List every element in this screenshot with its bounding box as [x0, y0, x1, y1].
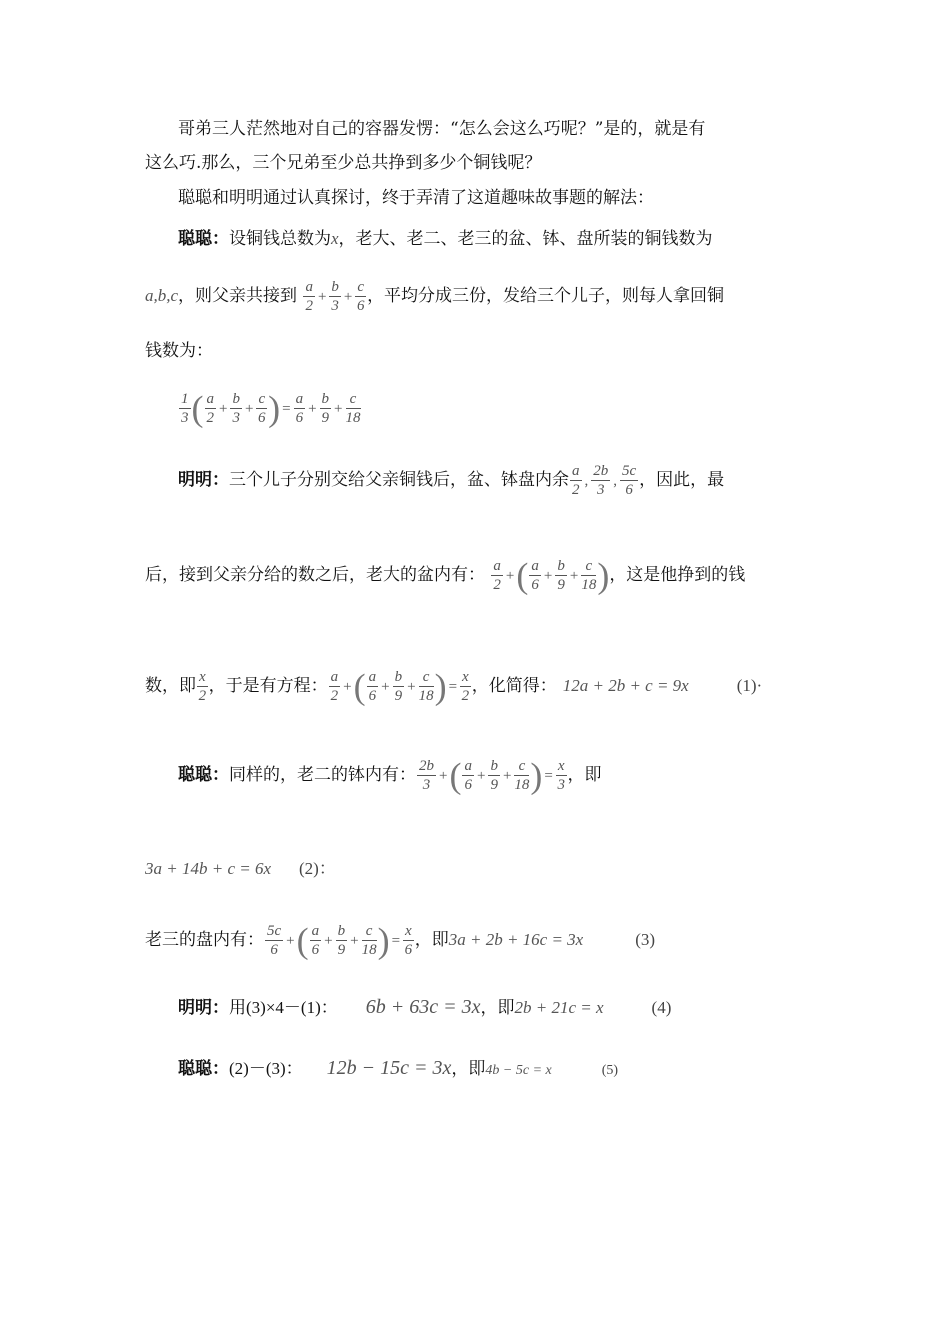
- text: 数，即: [145, 676, 196, 696]
- text: ，这是他挣到的钱: [609, 565, 746, 585]
- text: ，老大、老二、老三的盆、钵、盘所装的铜钱数为: [338, 229, 713, 249]
- equation-number: (4): [651, 998, 672, 1017]
- text: ，则父亲共接到: [178, 286, 298, 306]
- equation-4a: 6b + 63c = 3x: [365, 996, 481, 1018]
- formula-line: $\frac{1}{3}$ ( $\frac{a}{2}$ + $\frac{b}{3}$ + $\frac{c}{6}$ ) = $\frac{a}{6}$ + $\frac{b}{9}$ + $\frac{c}{18}$: [181, 388, 361, 429]
- paragraph-line: 数，即 $\frac{x}{2}$ ，于是有方程： $\frac{a}{2}$ +( $\frac{a}{6}$ + $\frac{b}{9}$ + $\frac{c}{18}$ ) = $\frac{x}{2}$ ，化简得： 12a + 2b + c = 9x (1)·: [145, 666, 763, 707]
- equation-1: 12a + 2b + c = 9x: [562, 676, 689, 695]
- equation-2: 3a + 14b + c = 6x: [145, 859, 272, 878]
- paragraph-line: 后，接到父亲分给的数之后，老大的盆内有： $\frac{a}{2}$ +( $\frac{a}{6}$ + $\frac{b}{9}$ + $\frac{c}{18}$ )，这是他挣到的钱: [145, 555, 746, 596]
- equation-number: (3): [635, 930, 656, 949]
- text: 同样的，老二的钵内有：: [229, 765, 416, 785]
- text: ，平均分成三份，发给三个儿子，则每人拿回铜: [367, 286, 725, 306]
- speaker-label: 明明：: [178, 470, 229, 490]
- text: 后，接到父亲分给的数之后，老大的盆内有：: [145, 565, 485, 585]
- fraction: $\frac{c}{6}$: [356, 279, 365, 314]
- equation-5a: 12b − 15c = 3x: [326, 1057, 452, 1079]
- text: 这么巧.那么，三个兄弟至少总共挣到多少个铜钱呢？: [145, 153, 542, 173]
- equation-number: (2)：: [299, 859, 336, 878]
- math-vars: a,b,c: [145, 286, 179, 305]
- text: ，于是有方程：: [208, 676, 328, 696]
- text: 聪聪和明明通过认真探讨，终于弄清了这道趣味故事题的解法：: [178, 188, 654, 208]
- text: ，因此，最: [639, 470, 725, 490]
- speaker-label: 聪聪：: [178, 765, 229, 785]
- paragraph-line: 老三的盘内有： $\frac{5c}{6}$ +( $\frac{a}{6}$ + $\frac{b}{9}$ + $\frac{c}{18}$ ) = $\frac{x}{6}$ ，即3a + 2b + 16c = 3x (3): [145, 920, 656, 961]
- paragraph-line: [178, 1057, 618, 1082]
- paragraph-line: 明明：三个儿子分别交给父亲铜钱后，盆、钵盘内余 $\frac{a}{2}$ , $\frac{2b}{3}$ , $\frac{5c}{6}$ ，因此，最: [178, 463, 725, 498]
- text: ，即: [567, 765, 602, 785]
- text: 三个儿子分别交给父亲铜钱后，盆、钵盘内余: [229, 470, 569, 490]
- fraction: $\frac{a}{2}$: [305, 279, 313, 314]
- paragraph-line: [178, 118, 705, 140]
- text: 钱数为：: [145, 341, 213, 361]
- paragraph-line: [178, 996, 671, 1019]
- paragraph-line: [178, 228, 713, 250]
- fraction: $\frac{b}{3}$: [331, 279, 339, 314]
- equation-3: 3a + 2b + 16c = 3x: [448, 930, 584, 949]
- equation-4: 2b + 21c = x: [514, 998, 604, 1017]
- text: ，即: [414, 930, 449, 950]
- paragraph-line: [145, 340, 213, 362]
- text: ，即: [480, 998, 515, 1018]
- paragraph-line: [145, 152, 541, 174]
- equation-5: 4b − 5c = x: [485, 1063, 552, 1078]
- speaker-label: 明明：: [178, 998, 229, 1018]
- math-var: x: [331, 229, 339, 248]
- paragraph-line: [145, 858, 336, 880]
- text: ，即: [451, 1059, 486, 1079]
- equation-number: (5): [601, 1063, 619, 1078]
- speaker-label: 聪聪：: [178, 229, 229, 249]
- text: 老三的盘内有：: [145, 930, 264, 950]
- paragraph-line: 聪聪：同样的，老二的钵内有： $\frac{2b}{3}$ +( $\frac{a}{6}$ + $\frac{b}{9}$ + $\frac{c}{18}$ ) = $\frac{x}{3}$ ，即: [178, 755, 602, 796]
- text: 设铜钱总数为: [229, 229, 331, 249]
- text: ，化简得：: [471, 676, 557, 696]
- speaker-label: 聪聪：: [178, 1059, 229, 1079]
- text: 用(3)×4－(1)：: [229, 998, 338, 1017]
- text: (2)－(3)：: [229, 1059, 303, 1078]
- paragraph-line: [178, 187, 654, 209]
- text: 哥弟三人茫然地对自己的容器发愣：“怎么会这么巧呢？”是的，就是有: [178, 119, 706, 139]
- paragraph-line: a,b,c，则父亲共接到 $\frac{a}{2}$ + $\frac{b}{3}$ + $\frac{c}{6}$ ，平均分成三份，发给三个儿子，则每人拿回铜: [145, 279, 725, 314]
- equation-number: (1)·: [736, 676, 763, 695]
